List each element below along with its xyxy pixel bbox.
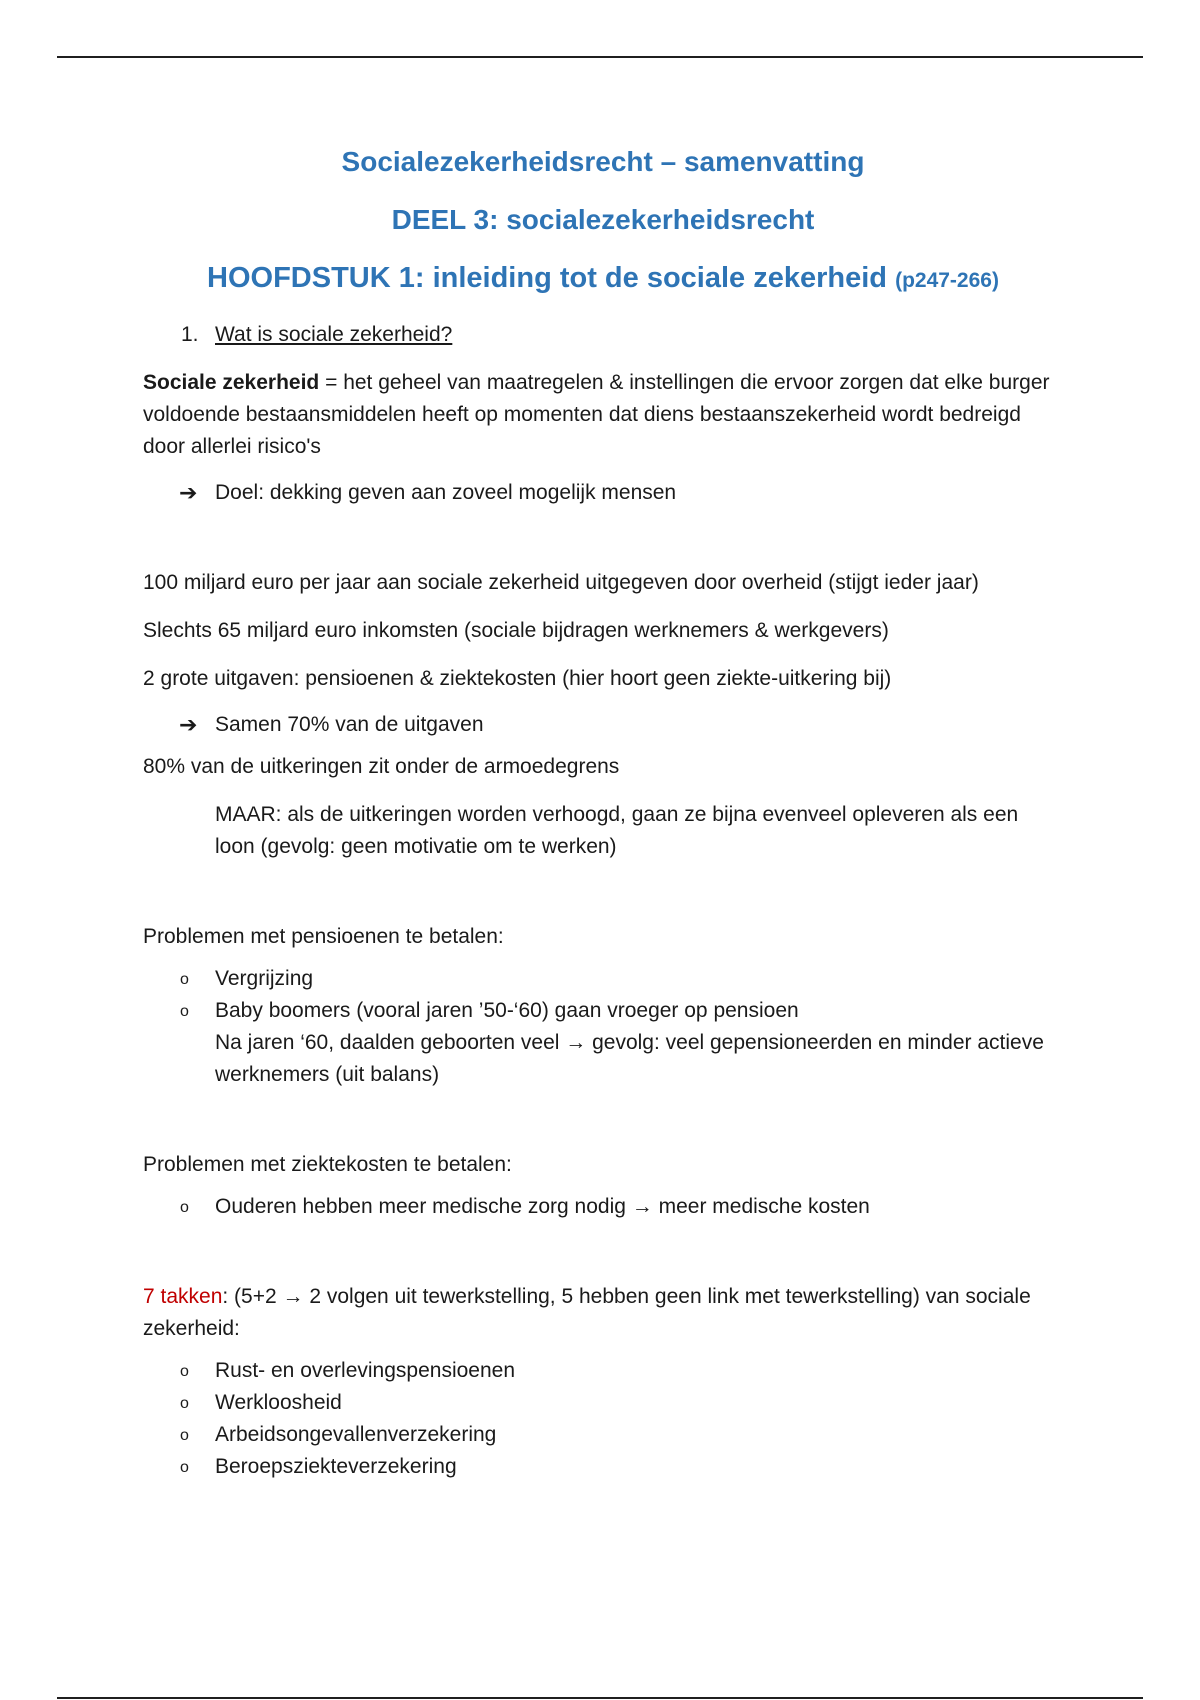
but-paragraph: MAAR: als de uitkeringen worden verhoogd, gaan ze bijna evenveel opleveren als een loon (gevolg: geen motivatie om te werken) xyxy=(215,803,1019,858)
circle-bullet-icon: o xyxy=(180,1003,189,1020)
section-number: 1. xyxy=(181,323,199,346)
definition-paragraph xyxy=(143,367,1063,463)
arrow-right-icon: ➔ xyxy=(179,480,198,505)
list-item xyxy=(143,1419,1063,1451)
list-item xyxy=(143,1451,1063,1483)
health-list xyxy=(143,1191,1063,1223)
list-item-text: Werkloosheid xyxy=(215,1391,342,1414)
goal-text: Doel: dekking geven aan zoveel mogelijk mensen xyxy=(215,481,677,504)
list-item xyxy=(143,1191,1063,1223)
share-item xyxy=(143,709,1063,741)
list-item-continuation: Na jaren ‘60, daalden geboorten veel → gevolg: veel gepensioneerden en minder actieve werknemers (uit balans) xyxy=(215,1031,1044,1086)
circle-bullet-icon: o xyxy=(180,1395,189,1412)
top-rule xyxy=(57,56,1143,58)
pensions-list xyxy=(143,963,1063,1091)
list-item-text: Ouderen hebben meer medische zorg nodig → meer medische kosten xyxy=(215,1195,870,1218)
circle-bullet-icon: o xyxy=(180,1363,189,1380)
pensions-heading: Problemen met pensioenen te betalen: xyxy=(143,925,504,948)
bottom-rule xyxy=(57,1697,1143,1699)
circle-bullet-icon: o xyxy=(180,1459,189,1476)
health-heading: Problemen met ziektekosten te betalen: xyxy=(143,1153,512,1176)
part-title: DEEL 3: socialezekerheidsrecht xyxy=(391,204,815,235)
list-item-text: Beroepsziekteverzekering xyxy=(215,1455,457,1478)
branches-list xyxy=(143,1355,1063,1483)
list-item-text: Rust- en overlevingspensioenen xyxy=(215,1359,516,1382)
definition-text: = het geheel van maatregelen & instellingen die ervoor zorgen dat elke burger voldoende bestaansmiddelen heeft op momenten dat diens bestaanszekerheid wordt bedreigd door allerlei risico's xyxy=(143,371,1050,458)
document-body xyxy=(143,140,1063,1483)
list-item xyxy=(143,1355,1063,1387)
spending-paragraph: 100 miljard euro per jaar aan sociale zekerheid uitgegeven door overheid (stijgt ieder jaar) xyxy=(143,571,979,594)
income-paragraph: Slechts 65 miljard euro inkomsten (sociale bijdragen werknemers & werkgevers) xyxy=(143,619,889,642)
branches-paragraph xyxy=(143,1281,1063,1345)
definition-term: Sociale zekerheid xyxy=(143,371,320,394)
chapter-title xyxy=(143,260,1063,299)
circle-bullet-icon: o xyxy=(180,971,189,988)
list-item xyxy=(143,1387,1063,1419)
chapter-title-text: HOOFDSTUK 1: inleiding tot de sociale zekerheid xyxy=(207,262,888,294)
big-expenses-paragraph: 2 grote uitgaven: pensioenen & ziektekosten (hier hoort geen ziekte-uitkering bij) xyxy=(143,667,892,690)
arrow-right-icon: ➔ xyxy=(179,712,198,737)
list-item-text: Baby boomers (vooral jaren ’50-‘60) gaan vroeger op pensioen xyxy=(215,999,799,1022)
circle-bullet-icon: o xyxy=(180,1427,189,1444)
chapter-pages: (p247-266) xyxy=(895,269,999,292)
document-title: Socialezekerheidsrecht – samenvatting xyxy=(341,146,865,177)
goal-item xyxy=(143,477,1063,509)
branches-text: : (5+2 → 2 volgen uit tewerkstelling, 5 hebben geen link met tewerkstelling) van sociale zekerheid: xyxy=(143,1285,1031,1340)
circle-bullet-icon: o xyxy=(180,1199,189,1216)
list-item xyxy=(143,963,1063,995)
list-item xyxy=(143,995,1063,1091)
share-text: Samen 70% van de uitgaven xyxy=(215,713,484,736)
poverty-paragraph: 80% van de uitkeringen zit onder de armoedegrens xyxy=(143,755,620,778)
list-item-text: Arbeidsongevallenverzekering xyxy=(215,1423,497,1446)
section-heading xyxy=(143,319,1063,351)
section-heading-text: Wat is sociale zekerheid? xyxy=(215,323,453,346)
branches-label: 7 takken xyxy=(143,1285,223,1308)
list-item-text: Vergrijzing xyxy=(215,967,314,990)
